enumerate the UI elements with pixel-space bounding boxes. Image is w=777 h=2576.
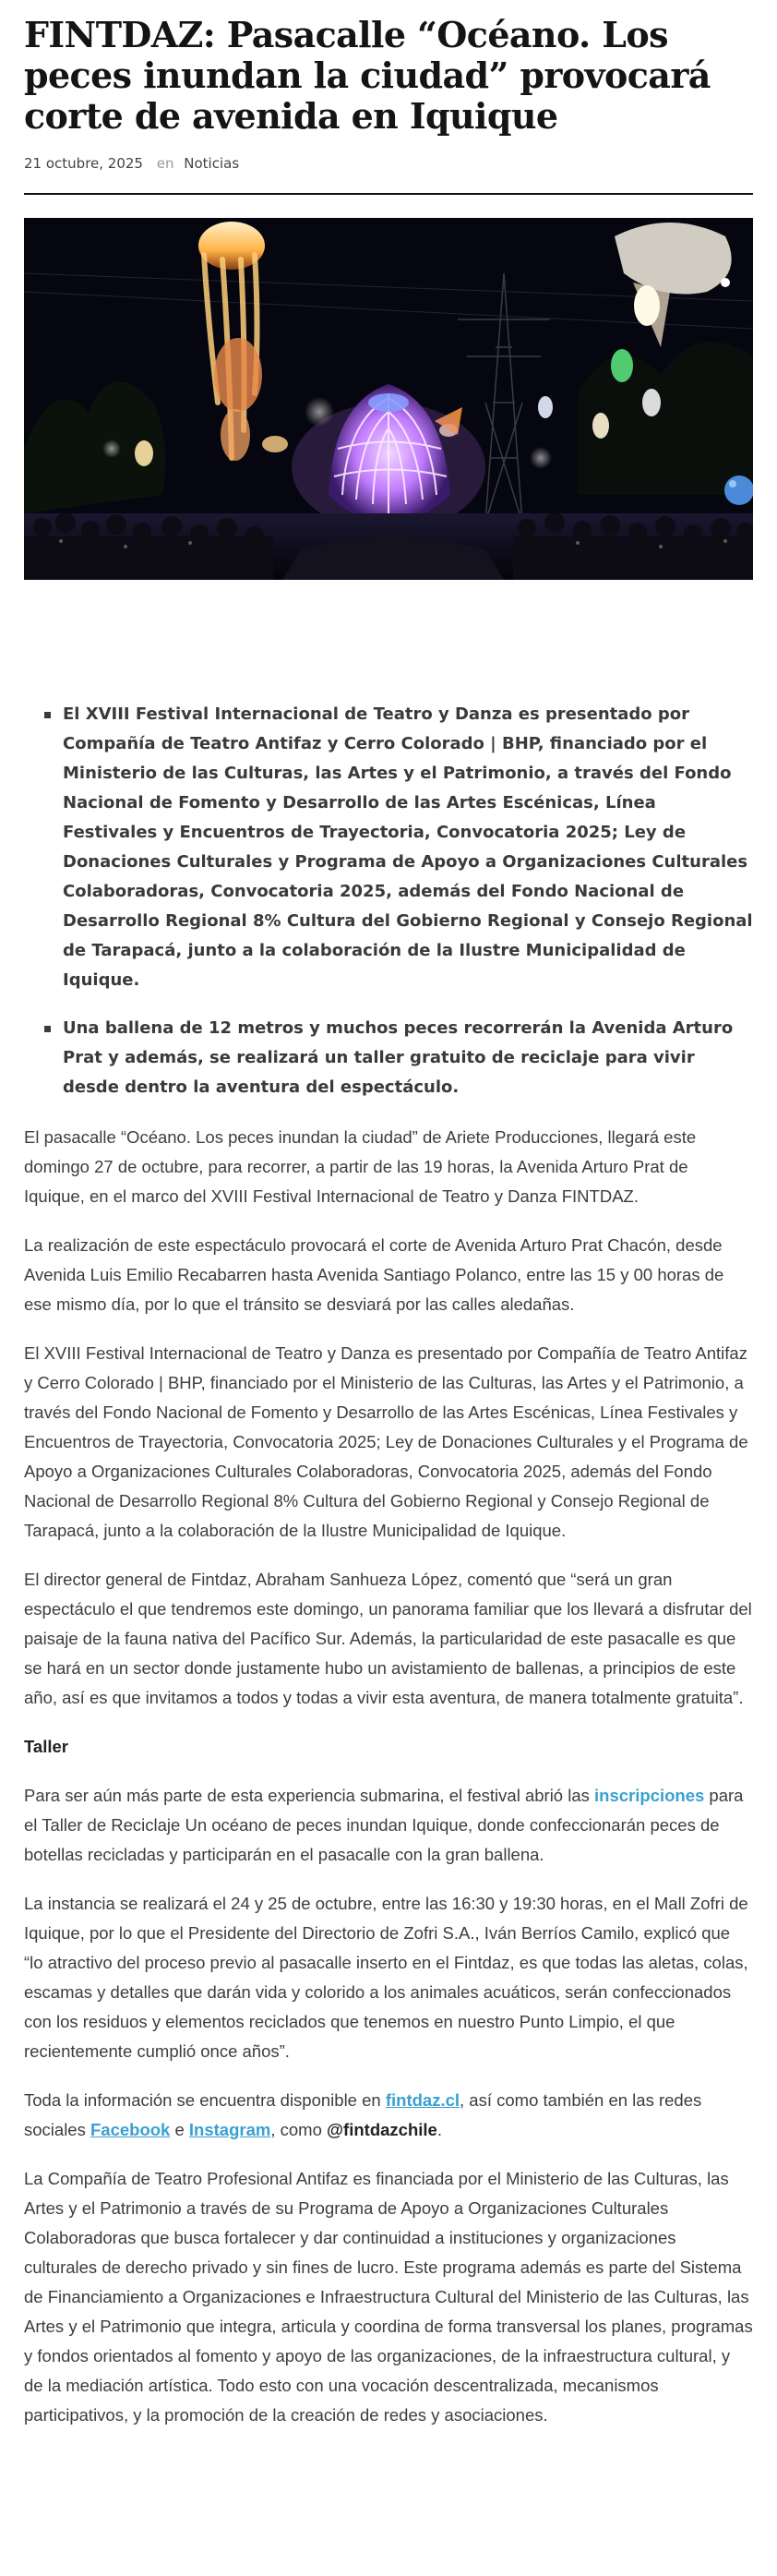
highlight-item (44, 1014, 753, 1102)
info-text-as: , como (270, 2120, 328, 2139)
publish-date: 21 octubre, 2025 (24, 155, 143, 172)
workshop-text-end: para el Taller de Reciclaje Un océano de peces inundan Iquique, donde confeccionarán peces de botellas recicladas y participarán en el pasacalle con la gran ballena. (24, 1786, 744, 1864)
paragraph-antifaz-funding: La Compañía de Teatro Profesional Antifaz es financiada por el Ministerio de las Culturas, las Artes y el Patrimonio a través de su Programa de Apoyo a Organizaciones Culturales Colaboradoras que busca fortalecer y dar continuidad a instituciones y organizaciones culturales de derecho privado y sin fines de lucro. Este programa además es parte del Sistema de Financiamiento a Organizaciones e Infraestructura Cultural del Ministerio de las Culturas, las Artes y el Patrimonio que integra, articula y coordina de forma transversal los planes, programas y fondos orientados al fomento y apoyo de las organizaciones, de la infraestructura cultural, y de la mediación artística. Todo esto con una vocación descentralizada, mecanismos participativos, y la promoción de la creación de redes y asociaciones. (24, 2169, 753, 2425)
paragraph-road-closure: La realización de este espectáculo provocará el corte de Avenida Arturo Prat Chacón, desde Avenida Luis Emilio Recabarren hasta Avenida Santiago Polanco, entre las 15 y 00 horas de ese mismo día, por lo que el tránsito se desviará por las calles aledañas. (24, 1235, 724, 1314)
paragraph-info-links (24, 2086, 753, 2145)
section-heading-taller: Taller (24, 1737, 68, 1756)
social-handle: @fintdazchile (327, 2120, 437, 2139)
workshop-text-start: Para ser aún más parte de esta experiencia submarina, el festival abrió las (24, 1786, 595, 1805)
inscripciones-link[interactable]: inscripciones (594, 1786, 705, 1805)
article-body (24, 1123, 753, 2430)
paragraph-zofri-quote: La instancia se realizará el 24 y 25 de octubre, entre las 16:30 y 19:30 horas, en el Mall Zofri de Iquique, por lo que el Presidente del Directorio de Zofri S.A., Iván Berríos Camilo, explicó que “lo atractivo del proceso previo al pasacalle inserto en el Fintdaz, es que todas las aletas, colas, escamas y detalles que darán vida y colorido a los animales acuáticos, serán confeccionados con los residuos y elementos reciclados que tenemos en nuestro Punto Limpio, el que recientemente cumplió once años”. (24, 1894, 748, 2061)
info-text-mid: , así como también en las redes sociales (24, 2090, 702, 2139)
paragraph-director-quote: El director general de Fintdaz, Abraham Sanhueza López, comentó que “será un gran espectáculo el que tendremos este domingo, un panorama familiar que los llevará a disfrutar del paisaje de la fauna nativa del Pacífico Sur. Además, la particularidad de este pasacalle es que se hará en un sector donde justamente hubo un avistamiento de ballenas, a principios de este año, así es que invitamos a todos y todas a vivir esta aventura, de manera totalmente gratuita”. (24, 1570, 752, 1707)
article-title: FINTDAZ: Pasacalle “Océano. Los peces inundan la ciudad” provocará corte de avenida en Iquique (24, 14, 711, 137)
bullet-icon (44, 1026, 51, 1032)
bullet-icon (44, 712, 51, 718)
facebook-link[interactable]: Facebook (90, 2120, 171, 2139)
paragraph-workshop (24, 1781, 753, 1870)
category-link[interactable]: Noticias (184, 155, 240, 172)
paragraph-sponsors: El XVIII Festival Internacional de Teatro y Danza es presentado por Compañía de Teatro Antifaz y Cerro Colorado | BHP, financiado por el Ministerio de las Culturas, las Artes y el Patrimonio, a través del Fondo Nacional de Fomento y Desarrollo de las Artes Escénicas, Línea Festivales y Encuentros de Trayectoria, Convocatoria 2025; Ley de Donaciones Culturales y el Programa de Apoyo a Organizaciones Culturales Colaboradoras, Convocatoria 2025, además del Fondo Nacional de Desarrollo Regional 8% Cultura del Gobierno Regional y Consejo Regional de Tarapacá, junto a la colaboración de la Ilustre Municipalidad de Iquique. (24, 1343, 748, 1540)
instagram-link[interactable]: Instagram (188, 2120, 271, 2139)
article-meta (24, 155, 753, 172)
highlight-text: El XVIII Festival Internacional de Teatro y Danza es presentado por Compañía de Teatro Antifaz y Cerro Colorado | BHP, financiado por el Ministerio de las Culturas, las Artes y el Patrimonio, a través del Fondo Nacional de Fomento y Desarrollo de las Artes Escénicas, Línea Festivales y Encuentros de Trayectoria, Convocatoria 2025; Ley de Donaciones Culturales y Programa de Apoyo a Organizaciones Culturales Colaboradoras, Convocatoria 2025, además del Fondo Nacional de Desarrollo Regional 8% Cultura del Gobierno Regional y Consejo Regional de Tarapacá, junto a la colaboración de la Ilustre Municipalidad de Iquique. (63, 704, 753, 990)
highlights-list (24, 700, 753, 1102)
info-text-start: Toda la información se encuentra disponible en (24, 2090, 386, 2110)
highlight-text: Una ballena de 12 metros y muchos peces recorrerán la Avenida Arturo Prat y además, se realizará un taller gratuito de reciclaje para vivir desde dentro la aventura del espectáculo. (63, 1018, 734, 1097)
hero-illustration (24, 218, 753, 580)
paragraph-intro: El pasacalle “Océano. Los peces inundan la ciudad” de Ariete Producciones, llegará este domingo 27 de octubre, para recorrer, a partir de las 19 horas, la Avenida Arturo Prat de Iquique, en el marco del XVIII Festival Internacional de Teatro y Danza FINTDAZ. (24, 1127, 697, 1206)
info-text-end: . (436, 2120, 442, 2139)
title-divider (24, 193, 753, 195)
info-text-and: e (170, 2120, 189, 2139)
fintdaz-site-link[interactable]: fintdaz.cl (385, 2090, 460, 2110)
hero-image (24, 218, 753, 580)
highlight-item (44, 700, 753, 995)
category-prefix: en (156, 155, 174, 172)
